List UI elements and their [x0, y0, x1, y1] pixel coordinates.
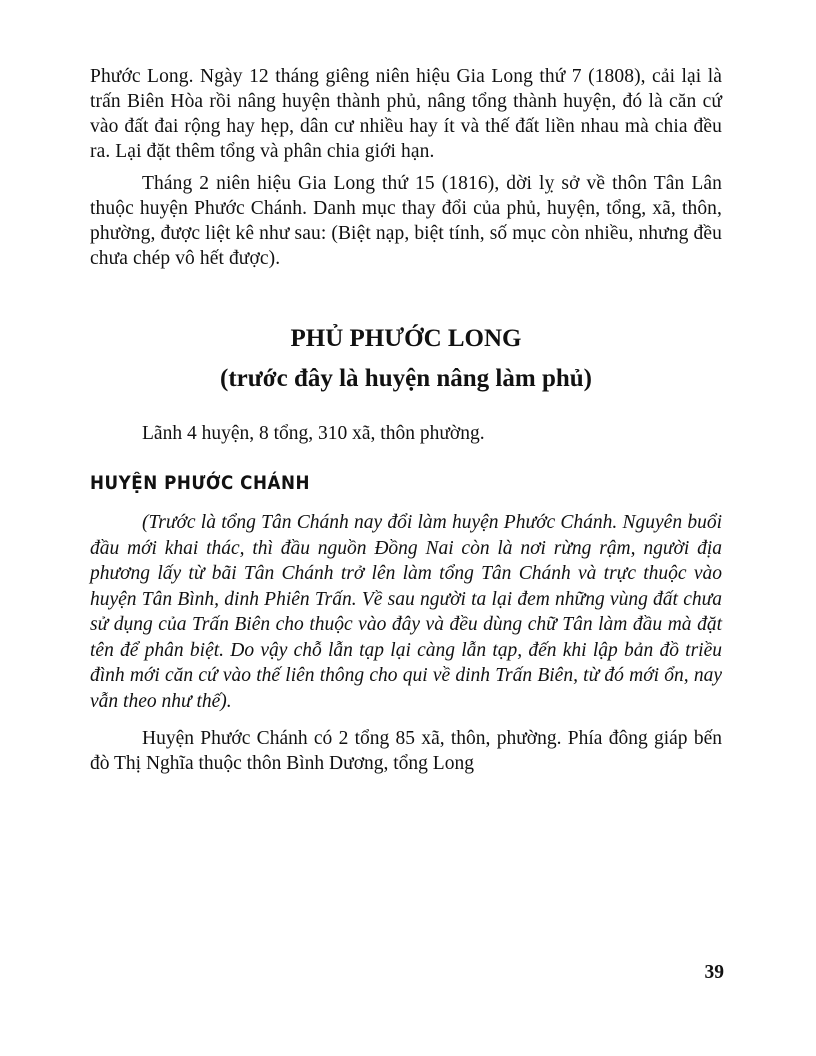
section-scope: Lãnh 4 huyện, 8 tổng, 310 xã, thôn phường. [142, 423, 485, 444]
paragraph-intro: Phước Long. Ngày 12 tháng giêng niên hiệu Gia Long thứ 7 (1808), cải lại là trấn Biên Hòa rồi nâng huyện thành phủ, nâng tổng thành huyện, đó là căn cứ vào đất đai rộng hay hẹp, dân cư nhiều hay ít và thế đất liền nhau mà chia đều ra. Lại đặt thêm tổng và phân chia giới hạn. [90, 66, 722, 162]
district-note: (Trước là tổng Tân Chánh nay đổi làm huyện Phước Chánh. Nguyên buổi đầu mới khai thác, thì đầu nguồn Đồng Nai còn là nơi rừng rậm, người địa phương lấy từ bãi Tân Chánh trở lên làm tổng Tân Chánh và trực thuộc vào huyện Tân Bình, dinh Phiên Trấn. Về sau người ta lại đem những vùng đất chưa sử dụng của Trấn Biên cho thuộc vào đây và đều dùng chữ Tân làm đầu mà đặt tên để phân biệt. Do vậy chỗ lẫn tạp lại càng lẫn tạp, đến khi lập bản đồ triều đình mới căn cứ vào thế liên thông cho qui về dinh Trấn Biên, từ đó mới ổn, nay vẫn theo như thế). [90, 512, 722, 712]
paragraph-relocation: Tháng 2 niên hiệu Gia Long thứ 15 (1816), dời lỵ sở về thôn Tân Lân thuộc huyện Phước Chánh. Danh mục thay đổi của phủ, huyện, tổng, xã, thôn, phường, được liệt kê như sau: (Biệt nạp, biệt tính, số mục còn nhiều, nhưng đều chưa chép vô hết được). [90, 173, 722, 269]
district-body: Huyện Phước Chánh có 2 tổng 85 xã, thôn, phường. Phía đông giáp bến đò Thị Nghĩa thuộc thôn Bình Dương, tổng Long [90, 728, 722, 774]
district-heading: HUYỆN PHƯỚC CHÁNH [90, 472, 310, 494]
section-subtitle: (trước đây là huyện nâng làm phủ) [220, 365, 592, 392]
page-content [90, 64, 722, 776]
page-number: 39 [704, 962, 724, 983]
section-title: PHỦ PHƯỚC LONG [290, 325, 522, 352]
